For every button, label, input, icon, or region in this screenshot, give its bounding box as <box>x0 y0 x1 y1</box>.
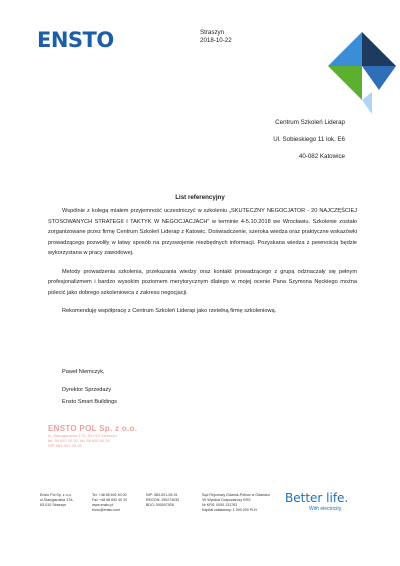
letter-body <box>48 206 357 325</box>
letter-title: List referencyjny <box>175 194 225 201</box>
footer-line: BDO: 000007928 <box>146 503 174 508</box>
brand-tagline: Better life. <box>285 491 349 505</box>
stamp-line: tel. 58 692 40 00, fax 58 692 40 20 <box>48 438 110 444</box>
footer-line: REGON: 190274030 <box>146 498 180 503</box>
footer-line: NIP: 583-001-05-91 <box>146 493 178 497</box>
footer-line: www.ensto.pl <box>92 503 114 508</box>
footer-line: Kapitał zakładowy: 1 000 000 PLN <box>202 508 257 513</box>
stamp-line: NIP 583-001-05-91 <box>48 443 82 449</box>
diamond-right-blue <box>362 66 396 90</box>
recipient-city: 40-082 Katowice <box>298 153 345 160</box>
diamond-green <box>328 66 362 100</box>
recipient-name: Centrum Szkoleń Liderap <box>275 119 345 126</box>
diamond-blue <box>328 32 362 66</box>
footer-line: Sąd Rejonowy Gdańsk-Północ w Gdańsku <box>202 493 270 497</box>
footer-line: biuro@ensto.com <box>92 508 121 513</box>
footer-line: Nr KRS: 0000 131763 <box>202 503 238 508</box>
footer-contact-column <box>92 493 127 513</box>
recipient-street: Ul. Sobieskiego 11 lok. E6 <box>273 136 345 143</box>
date: 2018-10-22 <box>200 37 232 44</box>
footer-court-column <box>202 493 270 513</box>
paragraph-3: Rekomenduję współpracę z Centrum Szkoleń Liderap jako rzetelną firmę szkoleniową. <box>62 308 277 314</box>
signature-block <box>62 366 117 408</box>
footer-line: Tel. +48 58 692 40 00 <box>92 493 127 497</box>
brand-subtagline: With electricity. <box>309 506 343 512</box>
stamp-company-name: ENSTO POL Sp. z o.o. <box>48 424 138 433</box>
signer-name: Paweł Niemczyk, <box>62 369 105 375</box>
company-stamp <box>48 424 158 468</box>
recipient-address <box>273 114 345 165</box>
diamond-top-dark <box>362 32 396 66</box>
stamp-line: ul. Starogardzka 17A, 83-010 Straszyn <box>48 433 117 438</box>
footer-line: 83-010 Straszyn <box>40 503 67 508</box>
footer-line: ul.Starogardzka 17A <box>40 498 73 503</box>
brand-diamond-graphic <box>328 32 396 114</box>
place: Straszyn <box>200 29 225 36</box>
signer-company: Ensto Smart Buildings <box>62 399 118 405</box>
footer-company-column <box>40 493 73 508</box>
diamond-tail <box>362 92 372 114</box>
signer-role: Dyrektor Sprzedaży <box>62 387 112 393</box>
footer-line: Ensto Pol Sp. z o.o. <box>40 493 72 497</box>
paragraph-2: Metody prowadzenia szkolenia, przekazania wiedzy oraz kontakt prowadzącego z grupą odznaczały się pełnym profesjonalizmem i bardzo wysokim poziomem merytorycznym dlatego w mojej ocenie Pana Szymona Nęckiego można polecić jako dobrego szkoleniowca z zakresu negocjacji. <box>48 268 357 296</box>
place-date <box>200 29 232 45</box>
paragraph-1: Wspólnie z kolegą miałem przyjemność uczestniczyć w szkoleniu „SKUTECZNY NEGOCJATOR - 20 NAJCZĘŚCIEJ STOSOWANYCH STRATEGII I TAKTYK W NEGOCJACJACH" w terminie 4-5.10.2018 we Wrocławiu. Szkolenie zostało zorganizowane przez firmę Centrum Szkoleń Liderap z Katowic. Doświadczenie, szeroka wiedza oraz praktyczne wskazówki prowadzącego pozwoliły w łatwy sposób na przyswojenie niezbędnych informacji. Pozyskana wiedza z pewnością będzie wykorzystana w pracy zawodowej. <box>48 208 357 256</box>
footer-line: VII Wydział Gospodarczy KRS <box>202 498 251 503</box>
ensto-logo: ENSTO <box>37 28 114 52</box>
footer-registry-column <box>146 493 179 508</box>
footer-line: Fax +48 58 692 40 20 <box>92 498 128 503</box>
